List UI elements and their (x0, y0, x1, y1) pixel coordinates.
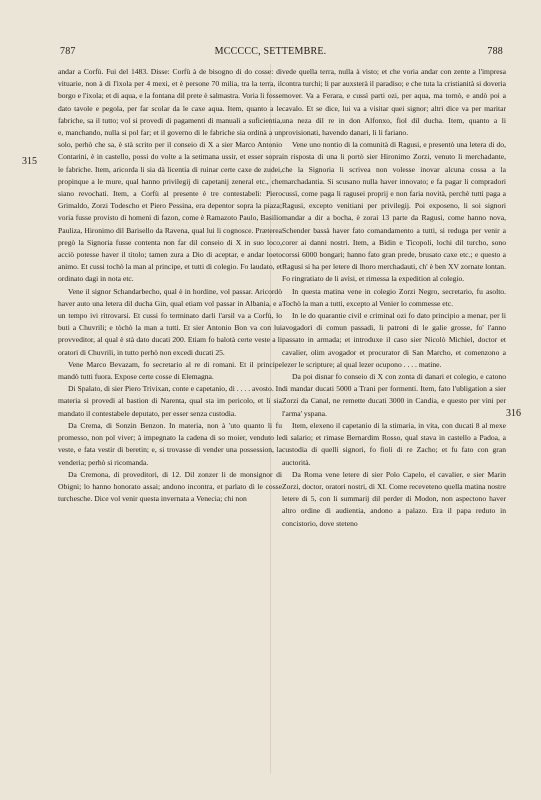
paragraph: Vene Marco Bevazam, fo secretario al re di romani. Et il principe mandò tutti fuora. Expose certe cosse di Elemagna. (58, 359, 282, 382)
paragraph: In le do quarantie civil e criminal ozi fo dato principio a menar, per li avogadori di comun passadi, li patroni di le galie grosse, fo' l'anno passato in armada; et introduxe il caso sier Nicolò Michiel, doctor et cavalier, olim avogador et procurator di San Marcho, et comenzono a lezer le scripture; al qual lezer ocupono . . . . matine. (282, 311, 506, 369)
paragraph: Vene uno nontio di la comunità di Ragusi, e presentò una letera di do, in risposta di una li portò sier Hironimo Zorzi, venuto li merchadante, che la Signoria li scrivea non volesse inovar alcuna cossa a la marchadantia. Si scusano nulla haver innovato; e fa pagar li compradori cussì, come paga li ragusei proprij e non faria novità, perchè tutti paga a Ragusi, excepto venitiani per privilegij. Poi exposeno, li soi signori mandar a dir a bocha, è zorai 13 parte da Ragusi, come hanno nova, Schender bassà haver fato comandamento a tutti, si reduga per venir a corer ai danni nostri. Item, a Bidin e Ticopoli, lochi dil turcho, sono corssi 6000 bongari; hanno fato gran prede, brusato caxe etc.; e questo a Ragusi si ha per letere di lhoro merchadauti, ch' è ben XV zornate lontan. Fo ringratiato de li avisi, et rimessa la expedition al colegio. (282, 140, 506, 284)
left-column (58, 66, 282, 505)
paragraph: Da poi disnar fo conseio di X con zonta di danari et colegio, e catono di mandar ducati 5000 a Trani per formenti. Item, fato l'ubligation a sier Zorzi da Canal, ne remette ducati 3000 in Candia, e questo per vini per l'arma' yspana. (282, 372, 506, 418)
paragraph: Da Roma vene letere di sier Polo Capelo, el cavalier, e sier Marin Zorzi, doctor, oratori nostri, di XI. Come receveteno quella matina nostre letere di 5, con li summarij dil perder di Modon, non aspectono haver altro ordine di audientia, andono a palazo. Era il papa reduto in concistorio, dove steteno (282, 469, 506, 528)
right-margin-reference: 316 (506, 408, 521, 419)
paragraph: Item, elexeno il capetanio di la stimaria, in vita, con ducati 8 al mexe di salario; et rimase Bernardim Rosso, qual stava in castello a Padoa, a custodia di quelli signori, fo fioli di re Zacho; et fu fato con gran auctorità. (282, 420, 506, 467)
left-page-number: 787 (60, 46, 76, 57)
paragraph: In questa matina vene in colegio Zorzi Negro, secretario, fu asolto. Tochò la man a tutti, excepto al Venier lo commesse etc. (282, 286, 506, 308)
paragraph: Da Cremona, di proveditori, di 12. Dil zonzer li de monsignor di Obigni; lo hanno honorato assai; andono incontra, et parlato di le cosse turchesche. Dice vol venir questa invernata a Venecia; chi non (58, 469, 282, 504)
paragraph: Vene il signor Schandarbecho, qual è in hordine, vol passar. Aricordò haver auto una letera dil ducha Gin, qual etiam vol passar in Albania, e a un tempo ivi ritrovarsi. Et cussi fo terminato darli l'arsil va a Corfù, lo buti a Chuvrili; e tòchò la man a tutti. Et sier Antonio Bon va con lui provveditor, al qual è stà dato ducati 200. Etiam fo balotà certe veste a li oratori di Chuvrili, in tutto perhò non excedi ducati 25. (58, 286, 282, 357)
running-header: MCCCCC, SETTEMBRE. (214, 46, 327, 57)
paragraph: Da Crema, di Sonzin Benzon. In materia, non à 'uto quanto li fu promesso, non pol viver; à impegnato la cadena di so moier, venduto le veste, e fata vestir di beretin; e, si trovasse di vender una possession, la venderia; perhò si ricomanda. (58, 420, 282, 467)
left-margin-reference: 315 (22, 156, 37, 167)
right-column (282, 66, 506, 530)
paragraph: Di Spalato, di sier Piero Trivixan, conte e capetanio, di . . . . avosto. In materia si provedi al bastion di Narenta, qual sta im pericolo, et li sia mandato il contestabele deputato, per esser senza custodia. (58, 384, 282, 418)
paragraph: andar a Corfù. Fui del 1483. Disse: Corfù à de bisogno di do cosse: di vituarie, non à di l'ixola per 4 mexi, et è persone 70 milia, tra la terra, il borgo e l'ixola; et di aqua, e la fontana dil prete è salmastra. Voria li fosse dato tavole e pegola, per far scolar da le caxe aqua. Item, quanto a le fabriche, sa il tutto; vol si provedi di pagamenti di manuali a suficientia, e, manchando, nulla si pol far; et il governo di le fabriche sia ordinà a un solo, perhò che sa, è stà scrito per il conseio di X a sier Marco Antonio Contarini, è in castello, possi do volte a la setimana ussir, et esser sopra le fabriche. Item, aricorda li sia dà licentia di ruinar certe caxe de zudei, propinque a le mure, qual hanno privilegij di capetanij zeneral etc., che siano revochati. Item, a Corfù al presente è tre contestabeli: Piero Grimaldo, Zorzi Todescho et Piero Pessina, era depentor sopra la piaza; voria fusse provisto di homeni di fazon, come è Ramazoto Paulo, Basilio Pauliza, Hironimo dil Barisello da Ravena, qual lui li cognosce. Præterea pregò la Signoria fusse contenta non far dil conseio di X in suo loco, acciò potesse haver il titolo; tamen zura a Dio di aceptar, e andar loeto animo. Et cussi tochò la man al principe, et tutti di colegio. Fo laudato, et ordinato dagi in nota etc. (58, 67, 282, 284)
paragraph: vede quella terra, nulla à visto; et che voria andar con zente a l'impresa contra turchi; li par auxsterà il paradiso; e che tuta la cristianità si doveria mover. Va a Ferara, e cussì parti ozi, per aqua, ma tornò, e andò poi a cavalo. Et se dice, lui va a visitar quei signor; altri dice va per maritar una neza dil re in don Alfonxo, fiol dil ducha. Item, quanto a li provisionati, havendo danari, li li fariano. (282, 67, 506, 138)
right-page-number: 788 (487, 46, 503, 57)
